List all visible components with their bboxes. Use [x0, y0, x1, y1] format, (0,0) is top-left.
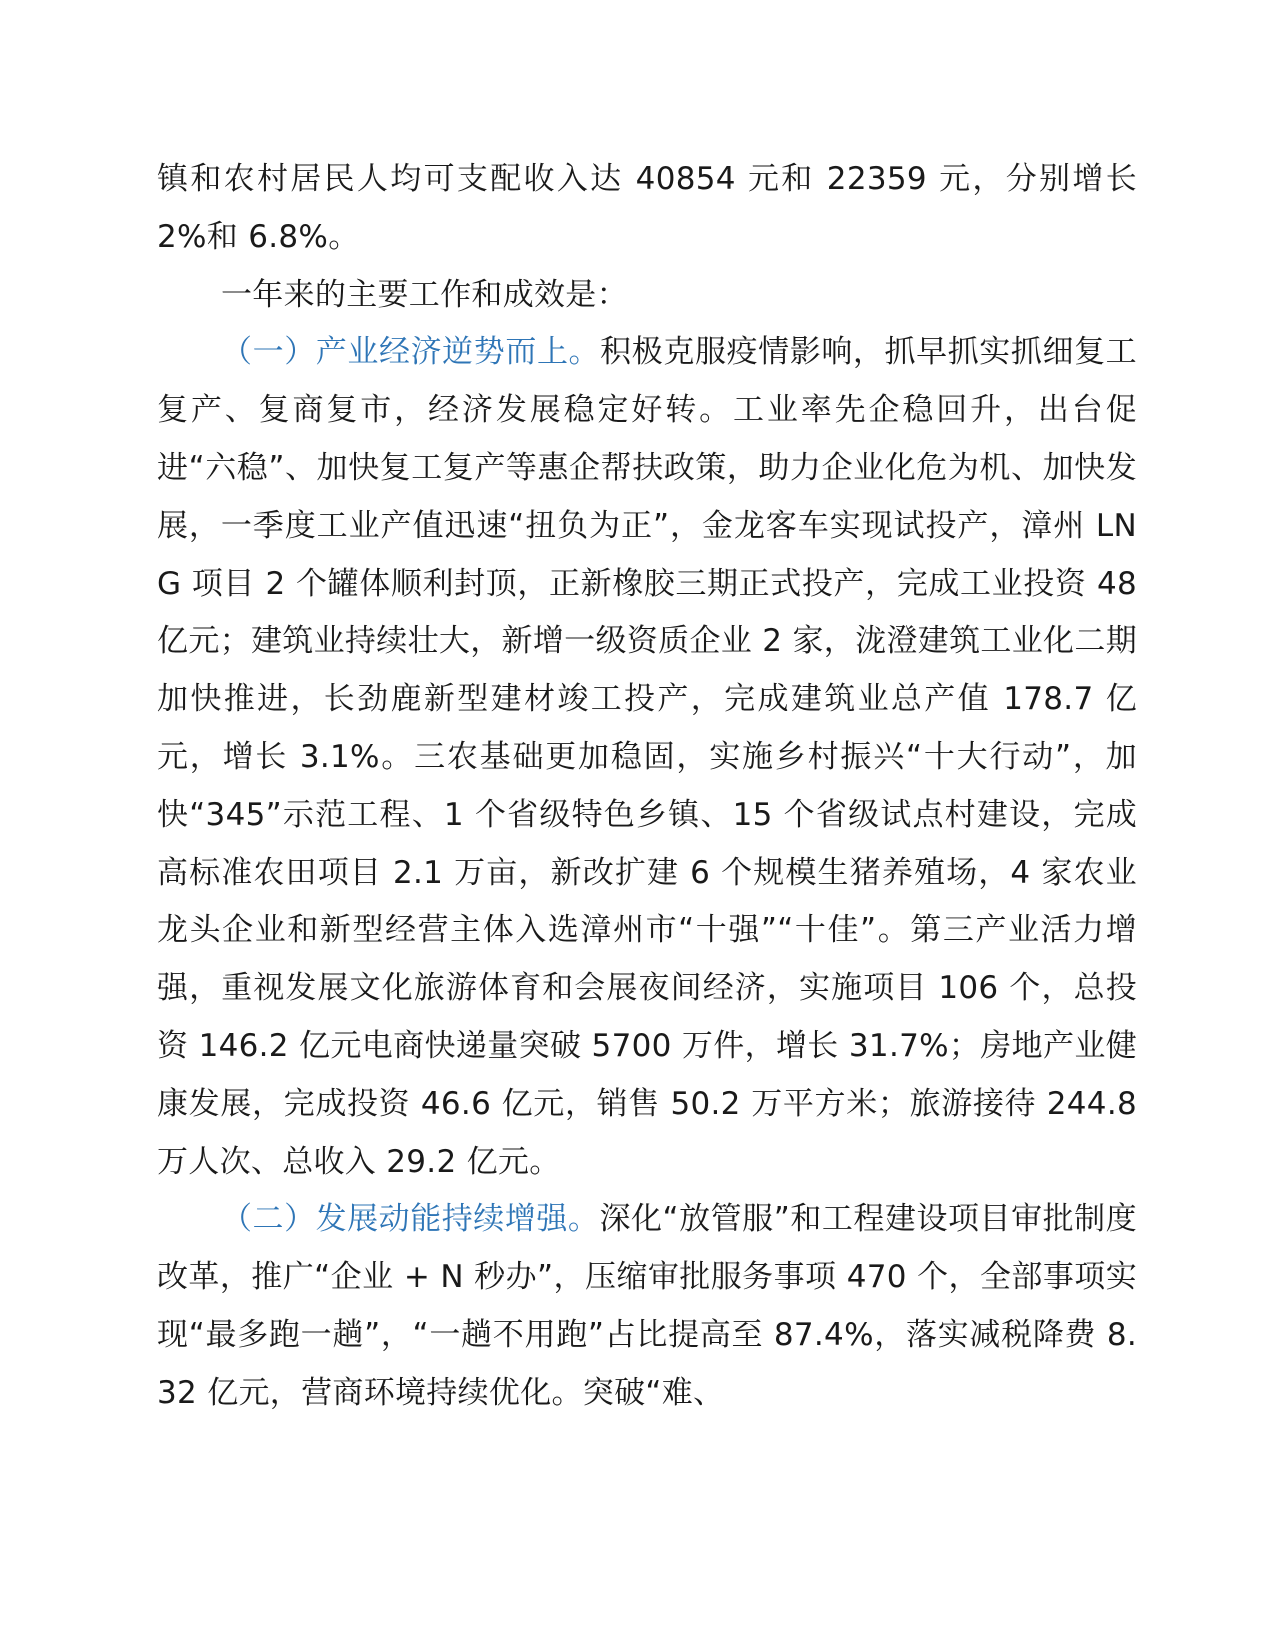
paragraph-industrial-economy: [157, 324, 1137, 1191]
body-text: [157, 151, 1137, 1423]
paragraph-summary-intro: [157, 267, 1137, 325]
paragraph-text: 积极克服疫情影响，抓早抓实抓细复工复产、复商复市，经济发展稳定好转。工业率先企稳回升，出台促进“六稳”、加快复工复产等惠企帮扶政策，助力企业化危为机、加快发展，一季度工业产值迅速“扭负为正”，金龙客车实现试投产，漳州 LNG 项目 2 个罐体顺利封顶，正新橡胶三期正式投产，完成工业投资 48 亿元；建筑业持续壮大，新增一级资质企业 2 家，泷澄建筑工业化二期加快推进，长劲鹿新型建材竣工投产，完成建筑业总产值 178.7 亿元，增长 3.1%。三农基础更加稳固，实施乡村振兴“十大行动”，加快“345”示范工程、1 个省级特色乡镇、15 个省级试点村建设，完成高标准农田项目 2.1 万亩，新改扩建 6 个规模生猪养殖场，4 家农业龙头企业和新型经营主体入选漳州市“十强”“十佳”。第三产业活力增强，重视发展文化旅游体育和会展夜间经济，实施项目 106 个，总投资 146.2 亿元电商快递量突破 5700 万件，增长 31.7%；房地产业健康发展，完成投资 46.6 亿元，销售 50.2 万平方米；旅游接待 244.8 万人次、总收入 29.2 亿元。: [157, 334, 1137, 1180]
paragraph-text: 深化“放管服”和工程建设项目审批制度改革，推广“企业 + N 秒办”，压缩审批服务事项 470 个，全部事项实现“最多跑一趟”，“一趟不用跑”占比提高至 87.4%，落实减税降费 8.32 亿元，营商环境持续优化。突破“难、: [157, 1201, 1137, 1411]
paragraph-text: 镇和农村居民人均可支配收入达 40854 元和 22359 元，分别增长 2%和 6.8%。: [157, 161, 1137, 255]
paragraph-income-continuation: [157, 151, 1137, 267]
section-heading: （二）发展动能持续增强。: [221, 1201, 600, 1238]
paragraph-text: 一年来的主要工作和成效是：: [221, 276, 628, 313]
paragraph-development-momentum: [157, 1191, 1137, 1422]
section-heading: （一）产业经济逆势而上。: [221, 334, 601, 371]
